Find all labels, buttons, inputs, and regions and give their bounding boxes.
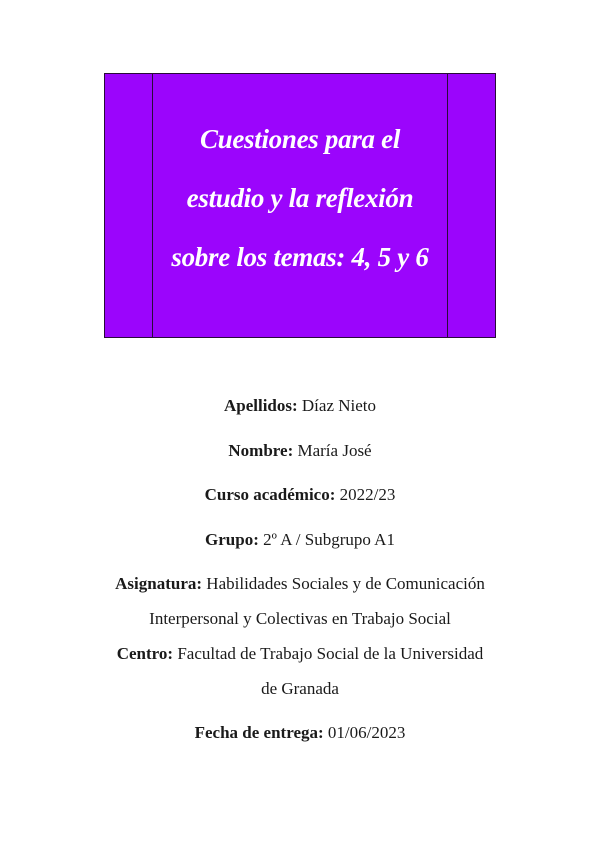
- field-centro-continued: [0, 679, 600, 699]
- field-asignatura-value-line-1: Habilidades Sociales y de Comunicación: [206, 574, 485, 593]
- field-fecha-value: 01/06/2023: [327, 723, 406, 742]
- banner-title-line-1: Cuestiones para el: [199, 124, 401, 154]
- field-curso: [0, 485, 600, 505]
- field-centro-label: Centro:: [116, 644, 174, 663]
- field-centro: [0, 644, 600, 664]
- field-centro-value-line-2: de Granada: [261, 679, 339, 698]
- banner-title: [153, 74, 447, 337]
- cover-title-banner: [104, 73, 496, 338]
- field-curso-value: 2022/23: [339, 485, 396, 504]
- field-nombre-value: María José: [297, 441, 372, 460]
- field-fecha-label: Fecha de entrega:: [194, 723, 324, 742]
- field-nombre-label: Nombre:: [228, 441, 294, 460]
- field-asignatura-label: Asignatura:: [115, 574, 203, 593]
- field-apellidos-value: Díaz Nieto: [301, 396, 377, 415]
- banner-left-panel: [105, 74, 153, 337]
- banner-title-line-3: sobre los temas: 4, 5 y 6: [171, 242, 429, 272]
- field-apellidos-label: Apellidos:: [223, 396, 298, 415]
- field-asignatura: [0, 574, 600, 594]
- field-grupo-label: Grupo:: [205, 530, 259, 549]
- field-fecha: [0, 723, 600, 743]
- field-grupo: [0, 530, 600, 550]
- banner-title-line-2: estudio y la reflexión: [186, 183, 414, 213]
- banner-right-panel: [447, 74, 495, 337]
- field-asignatura-continued: [0, 609, 600, 629]
- field-asignatura-value-line-2: Interpersonal y Colectivas en Trabajo Social: [149, 609, 451, 628]
- field-nombre: [0, 441, 600, 461]
- field-centro-value-line-1: Facultad de Trabajo Social de la Universidad: [177, 644, 484, 663]
- field-apellidos: [0, 396, 600, 416]
- field-curso-label: Curso académico:: [204, 485, 336, 504]
- field-grupo-value: 2º A / Subgrupo A1: [263, 530, 395, 549]
